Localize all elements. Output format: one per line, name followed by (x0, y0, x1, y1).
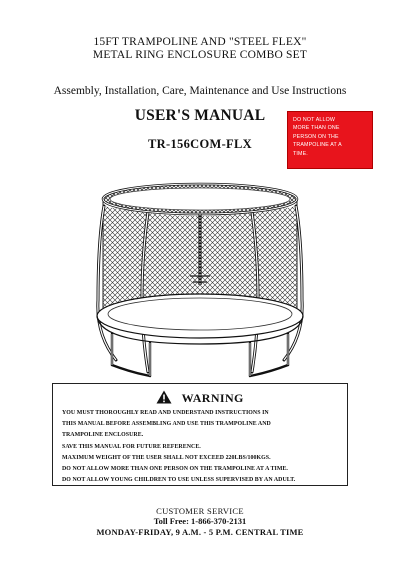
warning-line: TRAMPOLINE ENCLOSURE. (62, 432, 144, 439)
warning-title: WARNING (181, 391, 244, 405)
warning-box (52, 383, 348, 486)
notice-line: PERSON ON THE (293, 133, 339, 140)
warning-line: DO NOT ALLOW YOUNG CHILDREN TO USE UNLESS SUPERVISED BY AN ADULT. (62, 477, 296, 484)
instructions-subtitle: Assembly, Installation, Care, Maintenance and Use Instructions (53, 85, 347, 97)
warning-text (62, 408, 344, 486)
warning-line: YOU MUST THOROUGHLY READ AND UNDERSTAND INSTRUCTIONS IN (62, 410, 269, 416)
notice-line: MORE THAN ONE (293, 125, 340, 132)
warning-line: THIS MANUAL BEFORE ASSEMBLING AND USE THIS TRAMPOLINE AND (62, 421, 271, 428)
customer-service-hours: MONDAY-FRIDAY, 9 A.M. - 5 P.M. CENTRAL TIME (96, 527, 304, 537)
warning-heading (53, 390, 347, 406)
manual-title: USER'S MANUAL (134, 107, 266, 124)
customer-service-phone: Toll Free: 1-866-370-2131 (153, 516, 247, 526)
warning-line: DO NOT ALLOW MORE THAN ONE PERSON ON THE TRAMPOLINE AT A TIME. (62, 466, 288, 473)
title-line-1: 15FT TRAMPOLINE AND "STEEL FLEX" (93, 36, 307, 48)
title-line-2: METAL RING ENCLOSURE COMBO SET (92, 49, 308, 61)
warning-line: MAXIMUM WEIGHT OF THE USER SHALL NOT EXCEED 220LBS/100KGS. (62, 454, 271, 461)
warning-line: SAVE THIS MANUAL FOR FUTURE REFERENCE. (62, 443, 201, 450)
warning-triangle-icon (156, 390, 172, 404)
notice-line: TIME. (293, 150, 308, 157)
model-number: TR-156COM-FLX (148, 137, 252, 151)
customer-service-title: CUSTOMER SERVICE (156, 506, 244, 516)
notice-line: DO NOT ALLOW (293, 117, 336, 123)
notice-line: TRAMPOLINE AT A (293, 142, 342, 149)
